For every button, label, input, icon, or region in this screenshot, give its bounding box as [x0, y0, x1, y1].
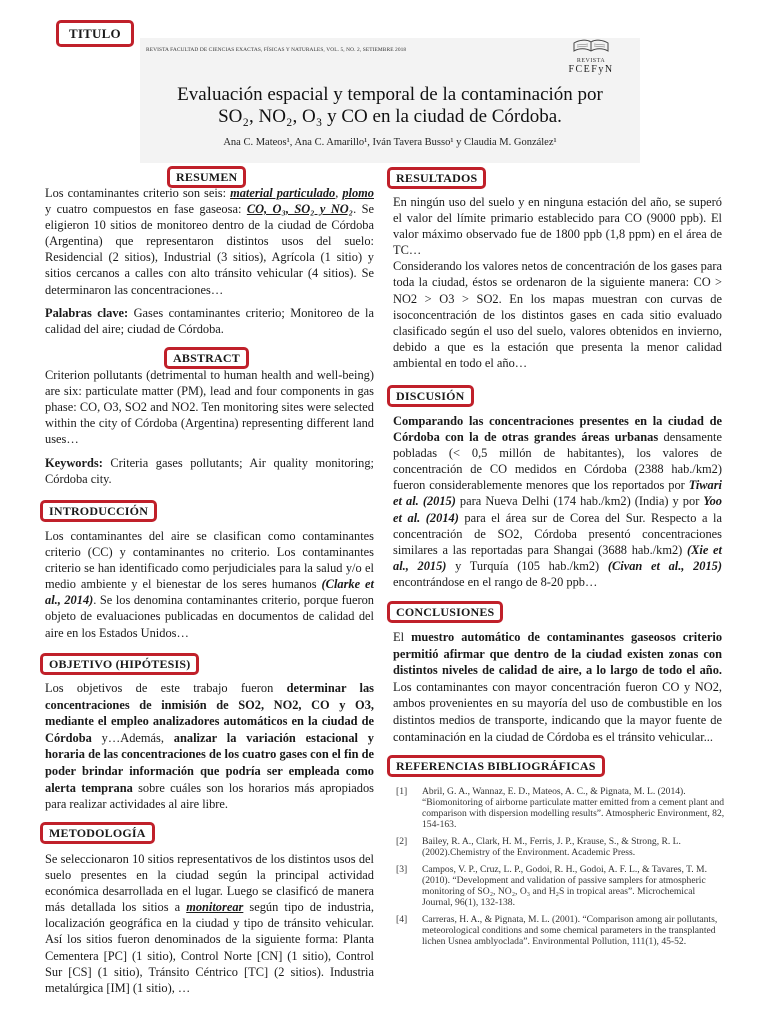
reference-number: [1] — [396, 786, 408, 797]
reference-number: [3] — [396, 864, 408, 875]
palabras-clave: Palabras clave: Gases contaminantes criterio; Monitoreo de la calidad del aire; ciudad de Córdoba. — [45, 306, 374, 337]
paper-authors: Ana C. Mateos¹, Ana C. Amarillo¹, Iván Tavera Busso¹ y Claudia M. González¹ — [223, 137, 557, 148]
reference-text: Abril, G. A., Wannaz, E. D., Mateos, A. C., & Pignata, M. L. (2014). “Biomonitoring of airborne particulate matter emitted from a cement plant and comparison with dispersion modelling results”. Atmospheric Environment, 82, 154-163. — [422, 786, 725, 830]
reference-text: Campos, V. P., Cruz, L. P., Godoi, R. H., Godoi, A. F. L., & Tavares, T. M. (2010). “Development and validation of passive samplers for atmospheric monitoring of SO₂, NO₂, O₃ and H₂S in tropical areas”. Microchemical Journal, 96(1), 132-138. — [422, 864, 707, 908]
paper-title — [146, 84, 634, 128]
discusion-text: Comparando las concentraciones presentes en la ciudad de Córdoba con la de otras grandes áreas urbanas densamente pobladas (< 0,5 millón de habitantes), los valores de concentración de CO medidos en Córdoba (2388 hab./km2) fueron considerablemente menores que los reportados por Tiwari et al. (2015) para Nueva Delhi (174 hab./km2) (India) y por Yoo et al. (2014) para el área sur de Corea del Sur. Respecto a la concentración de SO2, Córdoba presentó concentraciones similares a las reportadas para Shangai (3688 hab./km2) (Xie et al., 2015) y Turquía (105 hab./km2) (Civan et al., 2015) encontrándose en el rango de 8-20 ppb… — [393, 414, 722, 589]
journal-line: REVISTA FACULTAD DE CIENCIAS EXACTAS, FÍSICAS Y NATURALES, VOL. 5, NO. 2, SETIEMBRE 2018 — [146, 47, 407, 53]
resumen-label: RESUMEN — [167, 166, 246, 188]
book-icon — [571, 39, 611, 53]
conclusiones-text: El muestro automático de contaminantes gaseosos criterio permitió afirmar que dentro de la ciudad existen zonas con distintos niveles de calidad de aire, a lo largo de todo el año. Los contaminantes con mayor concentración fueron CO y NO2, ambos provenientes en su mayoría del uso de combustible en los distintos medios de transporte, indicando que la mayor fuente de contaminación en la ciudad de Córdoba es el tránsito vehicular... — [393, 630, 723, 744]
conclusiones-label: CONCLUSIONES — [387, 601, 503, 623]
reference-item — [396, 786, 726, 830]
journal-logo — [556, 39, 626, 75]
reference-number: [2] — [396, 836, 408, 847]
referencias-label: REFERENCIAS BIBLIOGRÁFICAS — [387, 755, 605, 777]
resumen-text: Los contaminantes criterio son seis: material particulado, plomo y cuatro compuestos en fase gaseosa: CO, O₃, SO₂ y NO₂. Se eligieron 10 sitios de monitoreo dentro de la ciudad de Córdoba (Argentina) que representaron distintos usos del suelo: Residencial (2 sitios), Industrial (3 sitios), Agrícola (1 sitio) y sitios cercanos a calles con alto tránsito vehicular (4 sitios). Se determinaron las concentraciones… — [45, 186, 374, 297]
titulo-label: TITULO — [56, 20, 134, 47]
introduccion-text: Los contaminantes del aire se clasifican como contaminantes criterio (CC) y contaminantes no criterio. Los contaminantes criterio se han identificado como perjudiciales para la salud y/o el medio ambiente y el bienestar de los seres humanos (Clarke et al., 2014). Se los denomina contaminantes criterio, porque fueron objeto de evaluaciones publicadas en documentos de calidad del aire en los Estados Unidos… — [45, 529, 374, 640]
paper-title-line1: Evaluación espacial y temporal de la contaminación por — [177, 84, 603, 105]
metodologia-label: METODOLOGÍA — [40, 822, 155, 844]
reference-list — [396, 786, 726, 953]
reference-text: Bailey, R. A., Clark, H. M., Ferris, J. P., Krause, S., & Strong, R. L. (2002).Chemistry of the Environment. Academic Press. — [422, 836, 681, 858]
metodologia-text: Se seleccionaron 10 sitios representativos de los distintos usos del suelo presentes en la ciudad según la principal actividad económica desarrollada en el lugar. Luego se clasificó de manera más detallada los sitios a monitorear según tipo de industria, localización geográfica en la ciudad y tipo de tránsito vehicular. Así los sitios fueron denominados de la siguiente forma: Planta Cementera [PC] (1 sitio), Control Norte [CN] (1 sitio), Control Sur [CS] (1 sitio), Tránsito Céntrico [TC] (2 sitios). Industria metalúrgica [IM] (1 sitio), … — [45, 852, 374, 995]
objetivo-text: Los objetivos de este trabajo fueron determinar las concentraciones de inmisión de SO2, NO2, CO y O3, mediante el empleo analizadores automáticos en la ciudad de Córdoba y…Además, analizar la variación estacional y horaria de las concentraciones de los cuatro gases con el fin de poder brindar información que podría ser empleada como alerta temprana sobre cuáles son los horarios más apropiados para realizar actividades al aire libre. — [45, 681, 374, 812]
abstract-text: Criterion pollutants (detrimental to human health and well-being) are six: particulate matter (PM), lead and four components in gas phase: CO, O3, SO2 and NO2. Ten monitoring sites were selected within the city of Córdoba (Argentina) representing different land uses… — [45, 368, 374, 447]
abstract-label: ABSTRACT — [164, 347, 249, 369]
introduccion-label: INTRODUCCIÓN — [40, 500, 157, 522]
logo-text-top: REVISTA — [576, 58, 606, 64]
logo-text-name: FCEFyN — [568, 64, 614, 75]
reference-item — [396, 914, 726, 947]
resultados-text: En ningún uso del suelo y en ninguna estación del año, se superó el valor del límite primario establecido para CO (9000 ppb). El valor máximo observado fue de 1800 ppb (1,8 ppm) en el área de TC… Considerando los valores netos de concentración de los gases para toda la ciudad, éstos se ordenaron de la siguiente manera: CO > NO2 > O3 > SO2. En los mapas muestran con curvas de isoconcentración de los distintos gases en cada sitio evaluado clasificado según el uso del suelo, valores obtenidos en invierno, debido a que es la estación que presenta la menor calidad ambiental en todo el año… — [393, 195, 722, 370]
discusion-label: DISCUSIÓN — [387, 385, 474, 407]
objetivo-label: OBJETIVO (HIPÓTESIS) — [40, 653, 199, 675]
reference-item — [396, 864, 726, 908]
reference-item — [396, 836, 726, 858]
resultados-label: RESULTADOS — [387, 167, 486, 189]
reference-text: Carreras, H. A., & Pignata, M. L. (2001). “Comparison among air pollutants, meteorological conditions and some chemical parameters in the transplanted lichen Usnea amblyoclada”. Environmental Pollution, 111(1), 45-52. — [422, 914, 718, 947]
reference-number: [4] — [396, 914, 408, 925]
keywords: Keywords: Criteria gases pollutants; Air quality monitoring; Córdoba city. — [45, 456, 374, 487]
paper-title-line2: SO₂, NO₂, O₃ y CO en la ciudad de Córdoba. — [218, 106, 562, 127]
